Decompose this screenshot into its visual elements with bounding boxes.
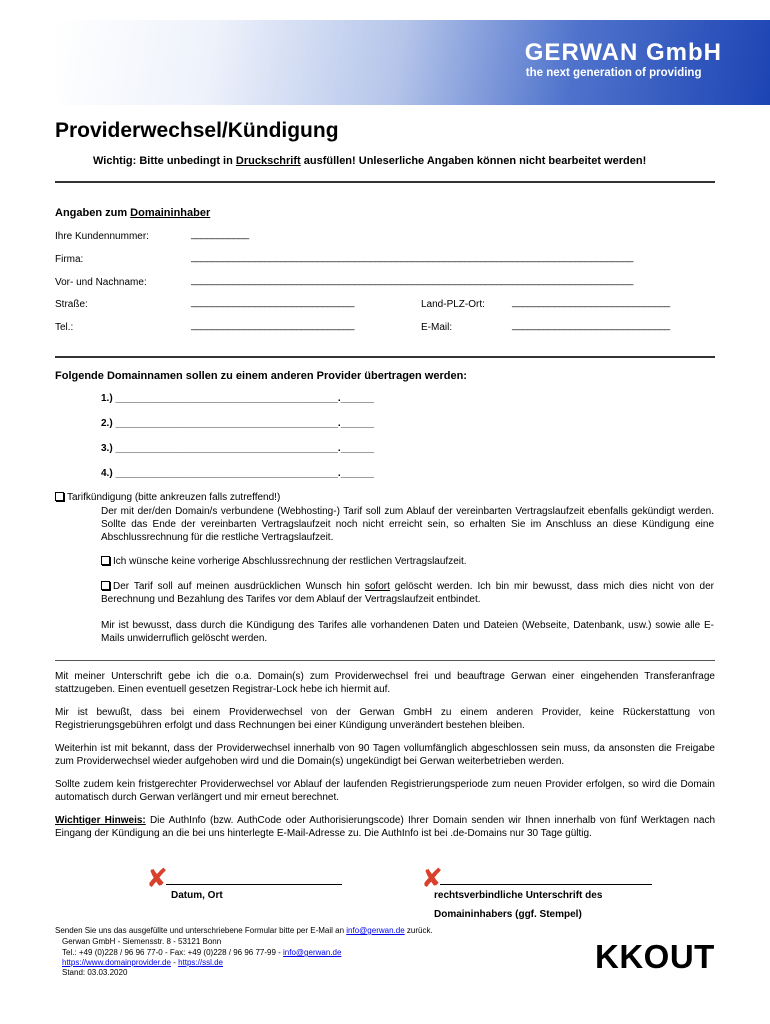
kkout-stamp: KKOUT [595, 938, 715, 975]
footer-address: Gerwan GmbH - Siemensstr. 8 - 53121 Bonn [62, 937, 222, 946]
divider-owner [55, 356, 715, 358]
company-field[interactable]: ____________________________________________________________________________________ [191, 252, 633, 263]
divider-terms [55, 660, 715, 661]
domains-heading: Folgende Domainnamen sollen zu einem anderen Provider übertragen werden: [55, 370, 467, 382]
street-field[interactable]: _______________________________ [191, 297, 355, 308]
customer-number-label: Ihre Kundennummer: [55, 231, 149, 242]
footer-email-link[interactable]: info@gerwan.de [283, 948, 342, 957]
owner-heading-emph: Domaininhaber [130, 207, 211, 219]
important-notice-text: Die AuthInfo (bzw. AuthCode oder Authorisierungscode) Ihrer Domain senden wir Ihnen innerhalb von fünf Werktagen nach Eingang der Kündigung an die bei uns hinterlegte E-Mail-Adresse zu. Die AuthInfo ist bei .de-Domains nur 30 Tage gültig. [55, 815, 716, 839]
city-label: Land-PLZ-Ort: [421, 299, 485, 310]
phone-label: Tel.: [55, 322, 74, 333]
termination-text: Der mit der/den Domain/s verbundene (Webhosting-) Tarif soll zum Ablauf der vereinbarten Vertragslaufzeit ebenfalls gekündigt werden. Sollte das Ende der vereinbarten Vertragslaufzeit noch nicht erreicht sein, so erhalten Sie im Anschluss an diese Kündigung eine Abschlussrechnung für die restliche Vertragslaufzeit. [101, 506, 714, 543]
name-field[interactable]: ____________________________________________________________________________________ [191, 275, 633, 286]
terms-paragraph-4: Sollte zudem kein fristgerechter Providerwechsel vor Ablauf der laufenden Registrierungsperiode zum neuen Provider erfolgen, so wird die Domain automatisch durch Gerwan verlängert und mir erneut berechnet. [55, 779, 715, 803]
email-field[interactable]: ______________________________ [512, 320, 670, 331]
brand-logo [525, 40, 722, 80]
divider-top [55, 181, 715, 183]
domain-entry-4[interactable]: 4.) ________________________________________.______ [101, 468, 375, 479]
immediate-emph: sofort [364, 581, 390, 592]
brand-tagline: the next generation of providing [525, 67, 702, 79]
termination-checkbox[interactable] [55, 492, 64, 501]
footer-links [62, 958, 223, 967]
notice-emphasis: Druckschrift [235, 155, 301, 167]
immediate-checkbox[interactable] [101, 581, 110, 590]
phone-field[interactable]: _______________________________ [191, 320, 355, 331]
notice-post: ausfüllen! Unleserliche Angaben können nicht bearbeitet werden! [300, 155, 647, 167]
important-notice [55, 814, 715, 840]
signature-label-2: Domaininhabers (ggf. Stempel) [434, 909, 582, 920]
city-field[interactable]: ______________________________ [512, 297, 670, 308]
owner-heading [55, 207, 210, 219]
immediate-option [101, 580, 714, 606]
domain-entry-1[interactable]: 1.) ________________________________________.______ [101, 393, 375, 404]
terms-paragraph-2: Mir ist bewußt, dass bei einem Providerwechsel von der Gerwan GmbH zu einem anderen Provider, keine Rückerstattung von Registrierungsgebühren erfolgt und dass Rechnungen bei einer Kündigung unverändert bestehen bleiben. [55, 707, 715, 731]
immediate-pre: Der Tarif soll auf meinen ausdrücklichen Wunsch hin [113, 581, 365, 592]
footer-ssl-link[interactable]: https://ssl.de [178, 958, 223, 967]
footer-send-text [55, 926, 433, 935]
email-label: E-Mail: [421, 322, 453, 333]
deletion-note: Mir ist bewusst, dass durch die Kündigung des Tarifes alle vorhandenen Daten und Dateien (Webseite, Datenbank, usw.) sowie alle E-Mails unwiderruflich gelöscht werden. [101, 620, 714, 644]
domain-entry-2[interactable]: 2.) ________________________________________.______ [101, 418, 375, 429]
sign-here-cross-icon: ✘ [146, 863, 168, 893]
customer-number-field[interactable]: ___________ [191, 229, 249, 240]
signature-label-1: rechtsverbindliche Unterschrift des [434, 890, 603, 901]
footer-send-post: zurück. [404, 926, 433, 935]
footer-phone-text: Tel.: +49 (0)228 / 96 96 77-0 - Fax: +49 (0)228 / 96 96 77-99 - [62, 948, 284, 957]
footer-date: Stand: 03.03.2020 [62, 968, 128, 977]
sign-here-cross-icon-2: ✘ [421, 863, 443, 893]
terms-paragraph-3: Weiterhin ist mit bekannt, dass der Providerwechsel innerhalb von 90 Tagen vollumfänglich abgeschlossen sein muss, da ansonsten die Freigabe zum Providerwechsel wieder aufgehoben wird und die Domain(s) ungekündigt bei Gerwan weiterbetrieben werden. [55, 743, 715, 767]
notice-text [93, 155, 646, 167]
footer-website-link[interactable]: https://www.domainprovider.de [62, 958, 171, 967]
domain-entry-3[interactable]: 3.) ________________________________________.______ [101, 443, 375, 454]
immediate-post: gelöscht werden. Ich bin mir bewusst, dass mich dies nicht von der Berechnung und Bezahlung des Tarifes vor dem Ablauf der Vertragslaufzeit entbindet. [101, 581, 714, 605]
no-invoice-option [101, 556, 467, 567]
owner-heading-pre: Angaben zum [55, 207, 131, 219]
footer-link-separator: - [170, 958, 179, 967]
company-label: Firma: [55, 254, 84, 265]
termination-checkbox-label: Tarifkündigung (bitte ankreuzen falls zutreffend!) [67, 492, 281, 503]
brand-name: GERWAN GmbH [524, 39, 722, 66]
termination-option [55, 492, 280, 503]
date-line[interactable] [166, 884, 342, 885]
important-notice-label: Wichtiger Hinweis: [55, 815, 146, 826]
signature-line[interactable] [440, 884, 652, 885]
terms-paragraph-1: Mit meiner Unterschrift gebe ich die o.a. Domain(s) zum Providerwechsel frei und beauftrage Gerwan einer eingehenden Transferanfrage stattzugeben. Einen eventuell gesetzen Registrar-Lock hebe ich hiermit auf. [55, 671, 715, 695]
name-label: Vor- und Nachname: [55, 277, 147, 288]
footer-send-email-link[interactable]: info@gerwan.de [346, 926, 405, 935]
footer-send-pre: Senden Sie uns das ausgefüllte und unterschriebene Formular bitte per E-Mail an [55, 926, 347, 935]
street-label: Straße: [55, 299, 88, 310]
no-invoice-checkbox[interactable] [101, 556, 110, 565]
notice-pre: Wichtig: Bitte unbedingt in [93, 155, 236, 167]
no-invoice-label: Ich wünsche keine vorherige Abschlussrechnung der restlichen Vertragslaufzeit. [113, 556, 467, 567]
page-title: Providerwechsel/Kündigung [55, 119, 339, 142]
date-place-label: Datum, Ort [171, 890, 223, 901]
footer-phone [62, 948, 341, 957]
